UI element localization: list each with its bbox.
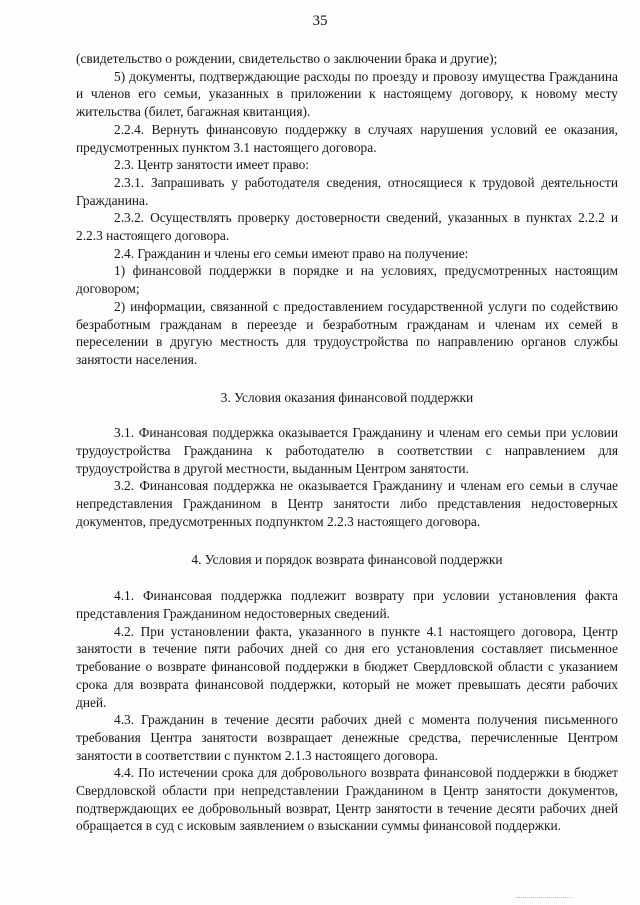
page-number: 35 bbox=[312, 13, 328, 29]
paragraph-3-1: 3.1. Финансовая поддержка оказывается Гражданину и членам его семьи при условии трудоустройства Гражданина к работодателю в соответствии с направлением для трудоустройства в другой местности, выданным Центром занятости. bbox=[76, 425, 618, 476]
scan-artifact-divider bbox=[516, 897, 572, 899]
paragraph-4-3: 4.3. Гражданин в течение десяти рабочих дней с момента получения письменного требования Центра занятости возвращает денежные средства, перечисленные Центром занятости в соответствии с пунктом 2.1.3 настоящего договора. bbox=[76, 712, 618, 763]
paragraph-2-4-item-2: 2) информации, связанной с предоставлением государственной услуги по содействию безработным гражданам в переезде и безработным гражданам и членам их семей в переселении в другую местность для трудоустройства по направлению органов службы занятости населения. bbox=[76, 298, 618, 367]
paragraph-2-3-1: 2.3.1. Запрашивать у работодателя сведения, относящиеся к трудовой деятельности Гражданина. bbox=[76, 174, 618, 208]
paragraph-4-2: 4.2. При установлении факта, указанного в пункте 4.1 настоящего договора, Центр занятости в течение пяти рабочих дней со дня его установления составляет письменное требование о возврате финансовой поддержки в бюджет Свердловской области с указанием срока для возврата финансовой поддержки, который не может превышать десяти рабочих дней. bbox=[76, 623, 618, 710]
section-heading-3: 3. Условия оказания финансовой поддержки bbox=[220, 389, 474, 405]
paragraph-list-continuation: (свидетельство о рождении, свидетельство о заключении брака и другие); bbox=[76, 51, 498, 66]
document-body bbox=[76, 50, 618, 835]
paragraph-2-3-2: 2.3.2. Осуществлять проверку достоверности сведений, указанных в пунктах 2.2.2 и 2.2.3 настоящего договора. bbox=[76, 210, 618, 244]
paragraph-2-2-4: 2.2.4. Вернуть финансовую поддержку в случаях нарушения условий ее оказания, предусмотренных пунктом 3.1 настоящего договора. bbox=[76, 121, 618, 155]
paragraph-2-3: 2.3. Центр занятости имеет право: bbox=[114, 157, 310, 173]
paragraph-item-5: 5) документы, подтверждающие расходы по проезду и провозу имущества Гражданина и членов его семьи, указанных в приложении к настоящему договору, к новому месту жительства (билет, багажная квитанция). bbox=[76, 68, 618, 120]
section-heading-4: 4. Условия и порядок возврата финансовой поддержки bbox=[191, 551, 503, 567]
paragraph-4-4: 4.4. По истечении срока для добровольного возврата финансовой поддержки в бюджет Свердловской области при непредставлении Гражданином в Центр занятости документов, подтверждающих ее добровольный возврат, Центр занятости в течение десяти рабочих дней обращается в суд с исковым заявлением о взыскании суммы финансовой поддержки. bbox=[76, 765, 618, 834]
paragraph-4-1: 4.1. Финансовая поддержка подлежит возврату при условии установления факта представления Гражданином недостоверных сведений. bbox=[76, 588, 618, 621]
paragraph-2-4-item-1: 1) финансовой поддержки в порядке и на условиях, предусмотренных настоящим договором; bbox=[76, 263, 618, 297]
paragraph-2-4: 2.4. Гражданин и члены его семьи имеют право на получение: bbox=[114, 245, 469, 261]
paragraph-3-2: 3.2. Финансовая поддержка не оказывается Гражданину и членам его семьи в случае непредставления Гражданином в Центр занятости либо представления недостоверных документов, предусмотренных подпунктом 2.2.3 настоящего договора. bbox=[76, 478, 618, 529]
